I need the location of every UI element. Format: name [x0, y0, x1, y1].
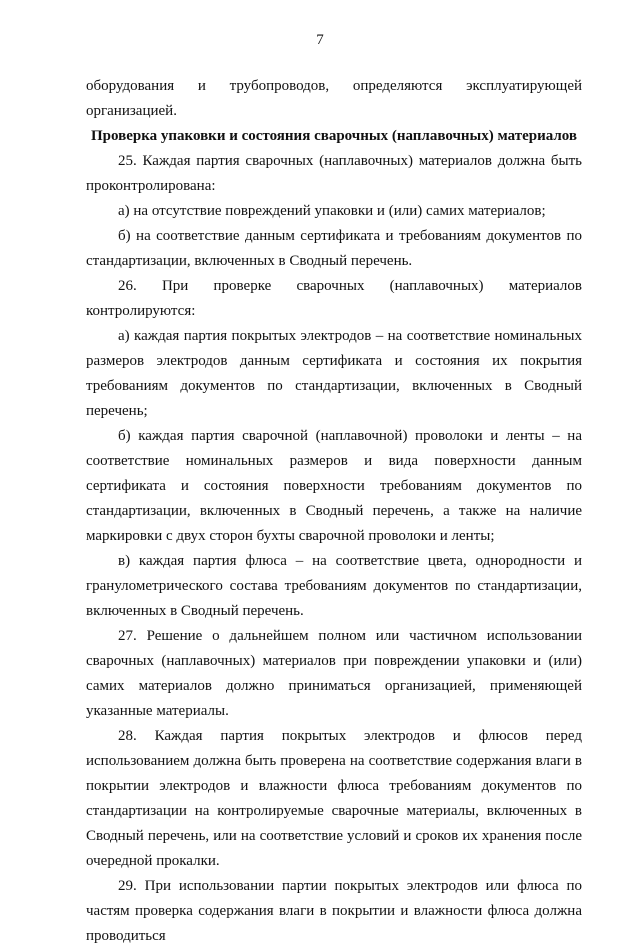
- paragraph-25: 25. Каждая партия сварочных (наплавочных) материалов должна быть проконтролирована:: [86, 153, 582, 194]
- page-number: 7: [316, 32, 324, 48]
- paragraph-25-b: б) на соответствие данным сертификата и требованиям документов по стандартизации, включенных в Сводный перечень.: [86, 228, 582, 269]
- paragraph-27: 27. Решение о дальнейшем полном или частичном использовании сварочных (наплавочных) материалов при повреждении упаковки и (или) самих материалов должно приниматься организацией, применяющей указанные материалы.: [86, 628, 582, 719]
- paragraph-25-a: а) на отсутствие повреждений упаковки и (или) самих материалов;: [118, 203, 546, 219]
- paragraph-29: 29. При использовании партии покрытых электродов или флюса по частям проверка содержания влаги в покрытии и влажности флюса должна проводиться: [86, 878, 582, 944]
- paragraph-26-v: в) каждая партия флюса – на соответствие цвета, однородности и гранулометрического состава требованиям документов по стандартизации, включенных в Сводный перечень.: [86, 553, 582, 619]
- paragraph-26-a: а) каждая партия покрытых электродов – на соответствие номинальных размеров электродов данным сертификата и состояния их покрытия требованиям документов по стандартизации, включенных в Сводный перечень;: [86, 328, 582, 419]
- paragraph-28: 28. Каждая партия покрытых электродов и флюсов перед использованием должна быть проверена на соответствие содержания влаги в покрытии электродов и влажности флюса требованиям документов по стандартизации на контролируемые сварочные материалы, включенных в Сводный перечень, или на соответствие условий и сроков их хранения после очередной прокалки.: [86, 728, 582, 869]
- paragraph-26-b: б) каждая партия сварочной (наплавочной) проволоки и ленты – на соответствие номинальных размеров и вида поверхности данным сертификата и состояния поверхности требованиям документов по стандартизации, включенных в Сводный перечень, а также на наличие маркировки с двух сторон бухты сварочной проволоки и ленты;: [86, 428, 582, 544]
- paragraph-26: 26. При проверке сварочных (наплавочных) материалов контролируются:: [86, 278, 582, 319]
- body-text: [86, 74, 582, 949]
- paragraph-continuation: оборудования и трубопроводов, определяются эксплуатирующей организацией.: [86, 78, 582, 119]
- section-heading: Проверка упаковки и состояния сварочных (наплавочных) материалов: [90, 128, 578, 144]
